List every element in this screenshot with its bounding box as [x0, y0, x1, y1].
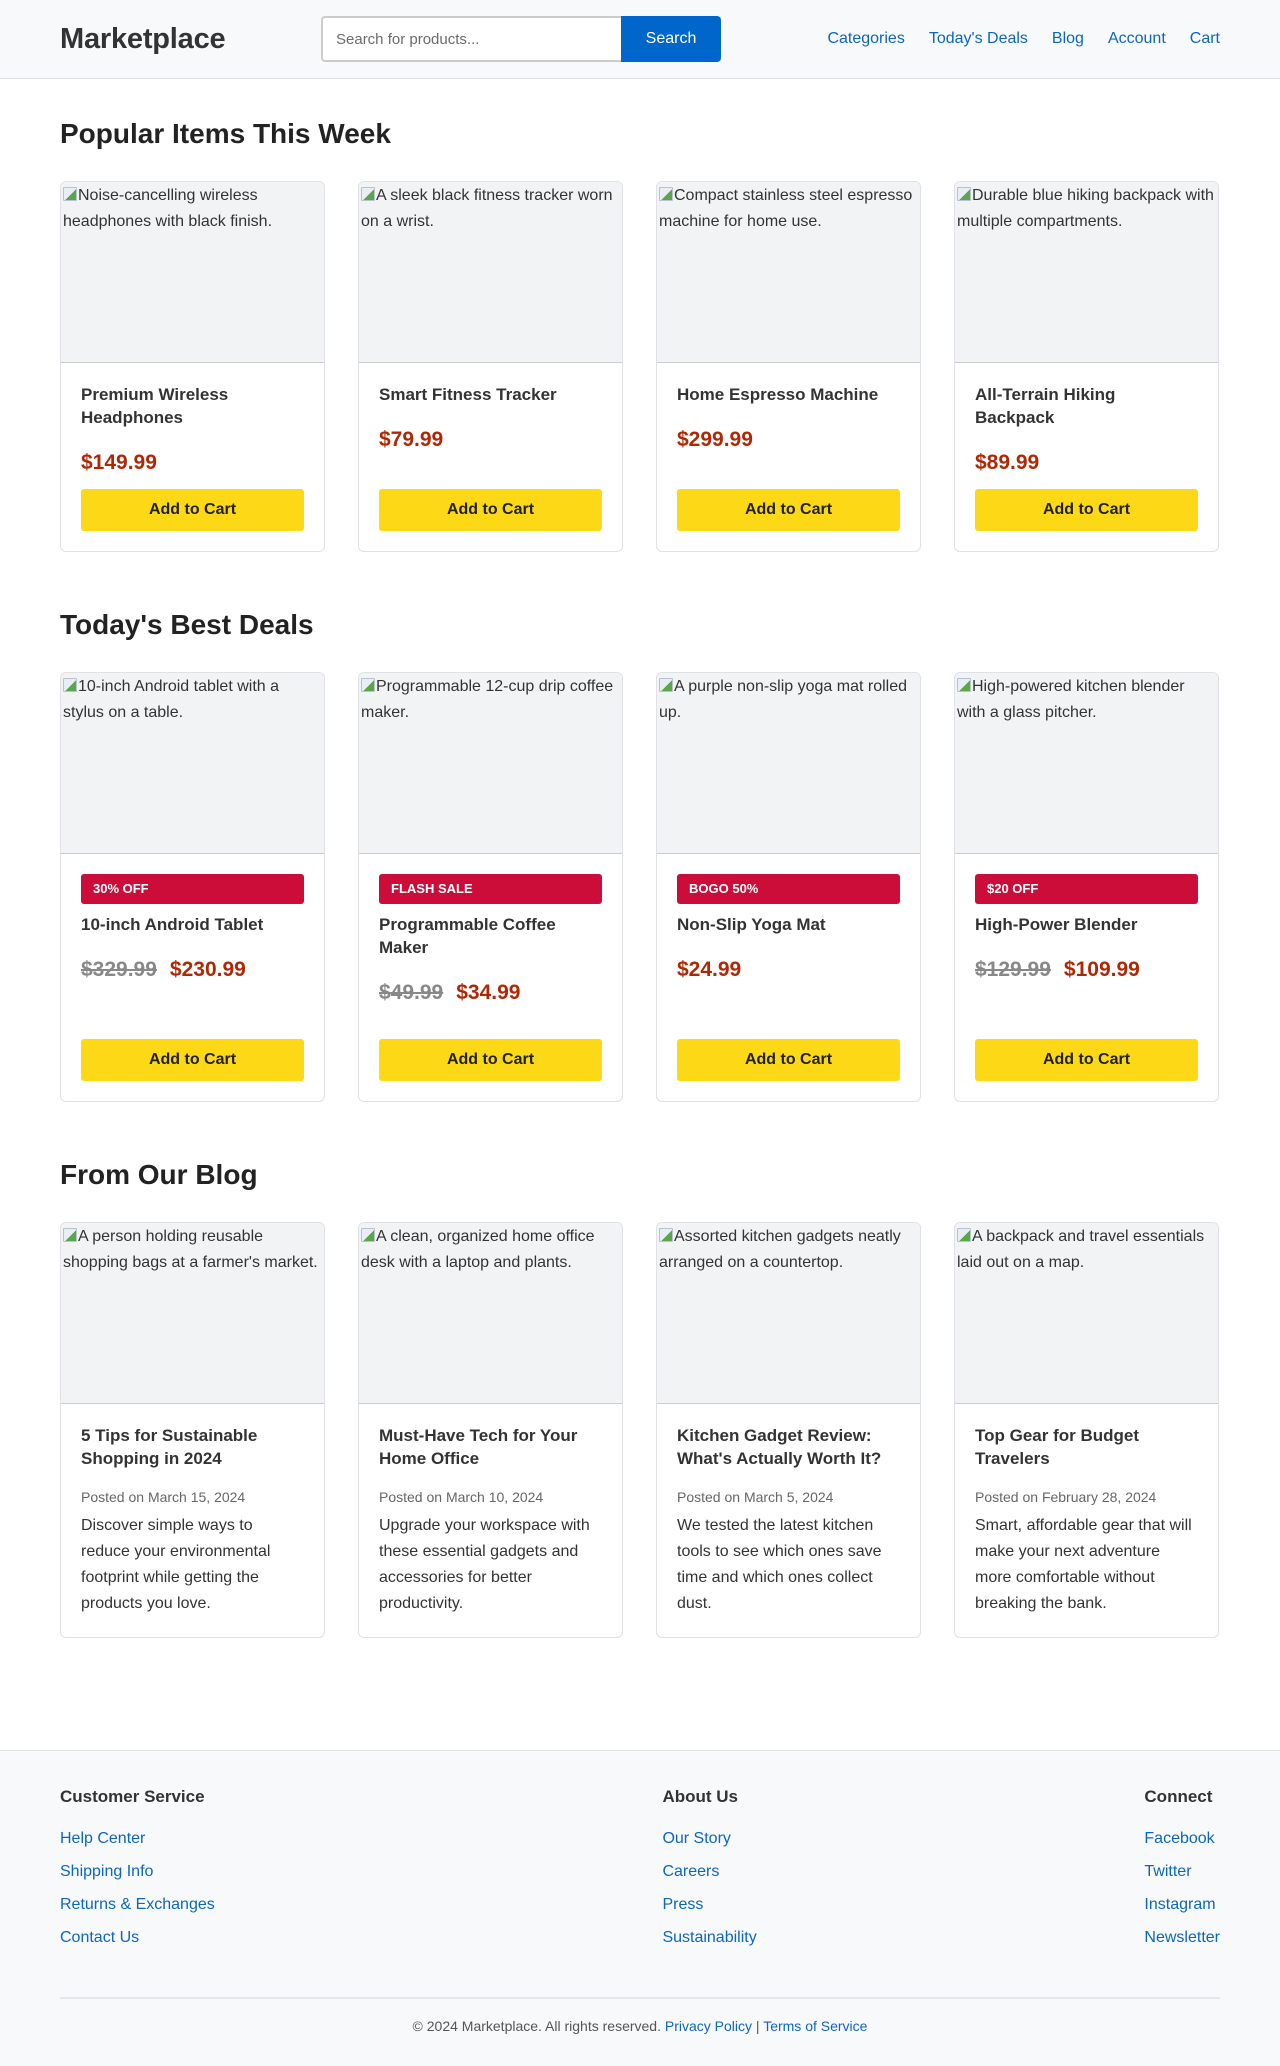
- product-image[interactable]: [61, 673, 324, 854]
- card-body: [359, 363, 622, 551]
- image-alt-text: Durable blue hiking backpack with multiple compartments.: [957, 187, 1214, 230]
- broken-image-icon: [361, 1228, 375, 1242]
- price-row: [379, 428, 602, 452]
- product-card: [656, 181, 921, 552]
- footer-columns: [60, 1787, 1220, 1961]
- broken-image-icon: [63, 678, 77, 692]
- footer-link-careers[interactable]: Careers: [662, 1863, 720, 1880]
- footer-column-connect: [1144, 1787, 1220, 1961]
- broken-image-icon: [361, 187, 375, 201]
- blog-image[interactable]: [955, 1223, 1218, 1404]
- price-row: [379, 981, 602, 1005]
- image-alt-text: Noise-cancelling wireless headphones with black finish.: [63, 187, 273, 230]
- deal-card: [60, 672, 325, 1102]
- sale-price: $34.99: [456, 981, 521, 1004]
- price-row: [975, 451, 1198, 475]
- product-title[interactable]: Non-Slip Yoga Mat: [677, 915, 826, 934]
- image-alt-text: High-powered kitchen blender with a glass pitcher.: [957, 678, 1185, 721]
- product-grid: [60, 181, 1220, 552]
- card-body: [955, 363, 1218, 551]
- card-body: [657, 854, 920, 1101]
- site-header: [0, 0, 1280, 79]
- footer-link-instagram[interactable]: Instagram: [1144, 1896, 1216, 1913]
- nav-categories[interactable]: Categories: [827, 30, 905, 47]
- footer-column-title: Customer Service: [60, 1787, 205, 1806]
- nav-cart[interactable]: Cart: [1189, 30, 1220, 47]
- blog-post-date: Posted on March 5, 2024: [677, 1489, 834, 1505]
- product-image[interactable]: [657, 673, 920, 854]
- broken-image-icon: [659, 1228, 673, 1242]
- deal-badge: 30% OFF: [81, 874, 304, 904]
- sale-price: $109.99: [1063, 958, 1140, 981]
- blog-image[interactable]: [657, 1223, 920, 1404]
- blog-card[interactable]: [60, 1222, 325, 1638]
- product-title[interactable]: All-Terrain Hiking Backpack: [975, 385, 1116, 427]
- nav-account[interactable]: Account: [1107, 30, 1166, 47]
- footer-link-our-story[interactable]: Our Story: [662, 1830, 731, 1847]
- blog-post-date: Posted on March 15, 2024: [81, 1489, 246, 1505]
- card-body: [955, 854, 1218, 1101]
- sale-price: $230.99: [169, 958, 246, 981]
- broken-image-icon: [361, 678, 375, 692]
- deal-badge: BOGO 50%: [677, 874, 900, 904]
- card-body: [359, 854, 622, 1101]
- image-alt-text: A backpack and travel essentials laid out on a map.: [957, 1228, 1205, 1271]
- footer-separator: |: [755, 2018, 760, 2034]
- deal-card: [656, 672, 921, 1102]
- blog-image[interactable]: [359, 1223, 622, 1404]
- footer-link-press[interactable]: Press: [662, 1896, 704, 1913]
- blog-post-excerpt: Discover simple ways to reduce your environmental footprint while getting the products you love.: [81, 1517, 271, 1612]
- deal-badge: FLASH SALE: [379, 874, 602, 904]
- main-content: [0, 117, 1280, 1638]
- footer-column-title: Connect: [1144, 1787, 1213, 1806]
- popular-items-section: [60, 117, 1220, 552]
- deal-badge: $20 OFF: [975, 874, 1198, 904]
- product-image[interactable]: [955, 673, 1218, 854]
- nav-blog[interactable]: Blog: [1051, 30, 1084, 47]
- privacy-policy-link[interactable]: Privacy Policy: [664, 2018, 753, 2034]
- section-title: Today's Best Deals: [60, 609, 314, 640]
- footer-bottom-bar: [60, 1997, 1220, 2034]
- add-to-cart-button[interactable]: Add to Cart: [677, 489, 900, 531]
- blog-card[interactable]: [954, 1222, 1219, 1638]
- original-price: $129.99: [975, 958, 1051, 981]
- price-row: [677, 428, 900, 452]
- terms-of-service-link[interactable]: Terms of Service: [763, 2018, 868, 2034]
- price-row: [81, 451, 304, 475]
- footer-column-customer-service: [60, 1787, 215, 1961]
- blog-post-title[interactable]: Kitchen Gadget Review: What's Actually Worth It?: [677, 1426, 882, 1468]
- card-body: [61, 854, 324, 1101]
- broken-image-icon: [659, 678, 673, 692]
- blog-post-title[interactable]: Top Gear for Budget Travelers: [975, 1426, 1140, 1468]
- blog-section: [60, 1158, 1220, 1638]
- add-to-cart-button[interactable]: Add to Cart: [379, 1039, 602, 1081]
- product-title[interactable]: Programmable Coffee Maker: [379, 915, 556, 957]
- site-logo[interactable]: Marketplace: [60, 22, 226, 55]
- footer-link-contact-us[interactable]: Contact Us: [60, 1929, 140, 1946]
- broken-image-icon: [957, 678, 971, 692]
- add-to-cart-button[interactable]: Add to Cart: [975, 489, 1198, 531]
- card-body: [61, 1404, 324, 1637]
- product-image[interactable]: [657, 182, 920, 363]
- footer-column-title: About Us: [662, 1787, 738, 1806]
- footer-link-shipping-info[interactable]: Shipping Info: [60, 1863, 154, 1880]
- product-card: [954, 181, 1219, 552]
- footer-link-sustainability[interactable]: Sustainability: [662, 1929, 757, 1946]
- broken-image-icon: [957, 1228, 971, 1242]
- card-body: [657, 363, 920, 551]
- blog-card[interactable]: [358, 1222, 623, 1638]
- product-title[interactable]: High-Power Blender: [975, 915, 1138, 934]
- section-title: From Our Blog: [60, 1159, 258, 1190]
- product-image[interactable]: [955, 182, 1218, 363]
- card-body: [359, 1404, 622, 1637]
- product-image[interactable]: [61, 182, 324, 363]
- blog-post-excerpt: Smart, affordable gear that will make your next adventure more comfortable without breaking the bank.: [975, 1517, 1192, 1612]
- product-title[interactable]: Smart Fitness Tracker: [379, 385, 557, 404]
- product-image[interactable]: [359, 182, 622, 363]
- product-price: $79.99: [379, 428, 444, 451]
- add-to-cart-button[interactable]: Add to Cart: [81, 489, 304, 531]
- image-alt-text: A person holding reusable shopping bags at a farmer's market.: [63, 1228, 318, 1271]
- deal-card: [954, 672, 1219, 1102]
- blog-post-date: Posted on March 10, 2024: [379, 1489, 544, 1505]
- deals-grid: [60, 672, 1220, 1102]
- blog-post-title[interactable]: 5 Tips for Sustainable Shopping in 2024: [81, 1426, 258, 1468]
- section-title: Popular Items This Week: [60, 118, 391, 149]
- price-row: [81, 958, 304, 982]
- broken-image-icon: [63, 187, 77, 201]
- blog-post-date: Posted on February 28, 2024: [975, 1489, 1157, 1505]
- product-image[interactable]: [359, 673, 622, 854]
- product-title[interactable]: 10-inch Android Tablet: [81, 915, 264, 934]
- blog-post-excerpt: Upgrade your workspace with these essential gadgets and accessories for better productivity.: [379, 1517, 590, 1612]
- footer-column-about-us: [662, 1787, 756, 1961]
- footer-link-help-center[interactable]: Help Center: [60, 1830, 146, 1847]
- product-price: $299.99: [677, 428, 753, 451]
- product-title[interactable]: Home Espresso Machine: [677, 385, 879, 404]
- product-price: $149.99: [81, 451, 157, 474]
- add-to-cart-button[interactable]: Add to Cart: [379, 489, 602, 531]
- blog-post-title[interactable]: Must-Have Tech for Your Home Office: [379, 1426, 578, 1468]
- image-alt-text: A clean, organized home office desk with a laptop and plants.: [361, 1228, 595, 1271]
- site-footer: [0, 1750, 1280, 2066]
- image-alt-text: Programmable 12-cup drip coffee maker.: [361, 678, 614, 721]
- price-row: [677, 958, 900, 982]
- image-alt-text: 10-inch Android tablet with a stylus on a table.: [63, 678, 280, 721]
- blog-image[interactable]: [61, 1223, 324, 1404]
- product-price: $89.99: [975, 451, 1040, 474]
- product-card: [60, 181, 325, 552]
- add-to-cart-button[interactable]: Add to Cart: [677, 1039, 900, 1081]
- search-input[interactable]: [321, 16, 621, 62]
- copyright-text: © 2024 Marketplace. All rights reserved.: [412, 2018, 661, 2034]
- product-card: [358, 181, 623, 552]
- footer-link-newsletter[interactable]: Newsletter: [1144, 1929, 1220, 1946]
- nav-todays-deals[interactable]: Today's Deals: [928, 30, 1028, 47]
- footer-link-twitter[interactable]: Twitter: [1144, 1863, 1192, 1880]
- product-title[interactable]: Premium Wireless Headphones: [81, 385, 229, 427]
- broken-image-icon: [63, 1228, 77, 1242]
- search-form: [321, 16, 721, 62]
- image-alt-text: A sleek black fitness tracker worn on a wrist.: [361, 187, 613, 230]
- sale-price: $24.99: [677, 958, 742, 981]
- broken-image-icon: [957, 187, 971, 201]
- main-nav: [827, 30, 1220, 48]
- blog-card[interactable]: [656, 1222, 921, 1638]
- deal-card: [358, 672, 623, 1102]
- blog-post-excerpt: We tested the latest kitchen tools to see which ones save time and which ones collect dust.: [677, 1517, 882, 1612]
- original-price: $49.99: [379, 981, 444, 1004]
- blog-grid: [60, 1222, 1220, 1638]
- footer-link-returns[interactable]: Returns & Exchanges: [60, 1896, 215, 1913]
- image-alt-text: Compact stainless steel espresso machine for home use.: [659, 187, 913, 230]
- add-to-cart-button[interactable]: Add to Cart: [81, 1039, 304, 1081]
- card-body: [955, 1404, 1218, 1637]
- price-row: [975, 958, 1198, 982]
- best-deals-section: [60, 608, 1220, 1102]
- search-button[interactable]: Search: [621, 16, 721, 62]
- image-alt-text: Assorted kitchen gadgets neatly arranged on a countertop.: [659, 1228, 901, 1271]
- add-to-cart-button[interactable]: Add to Cart: [975, 1039, 1198, 1081]
- footer-link-facebook[interactable]: Facebook: [1144, 1830, 1215, 1847]
- card-body: [61, 363, 324, 551]
- image-alt-text: A purple non-slip yoga mat rolled up.: [659, 678, 908, 721]
- broken-image-icon: [659, 187, 673, 201]
- card-body: [657, 1404, 920, 1637]
- original-price: $329.99: [81, 958, 157, 981]
